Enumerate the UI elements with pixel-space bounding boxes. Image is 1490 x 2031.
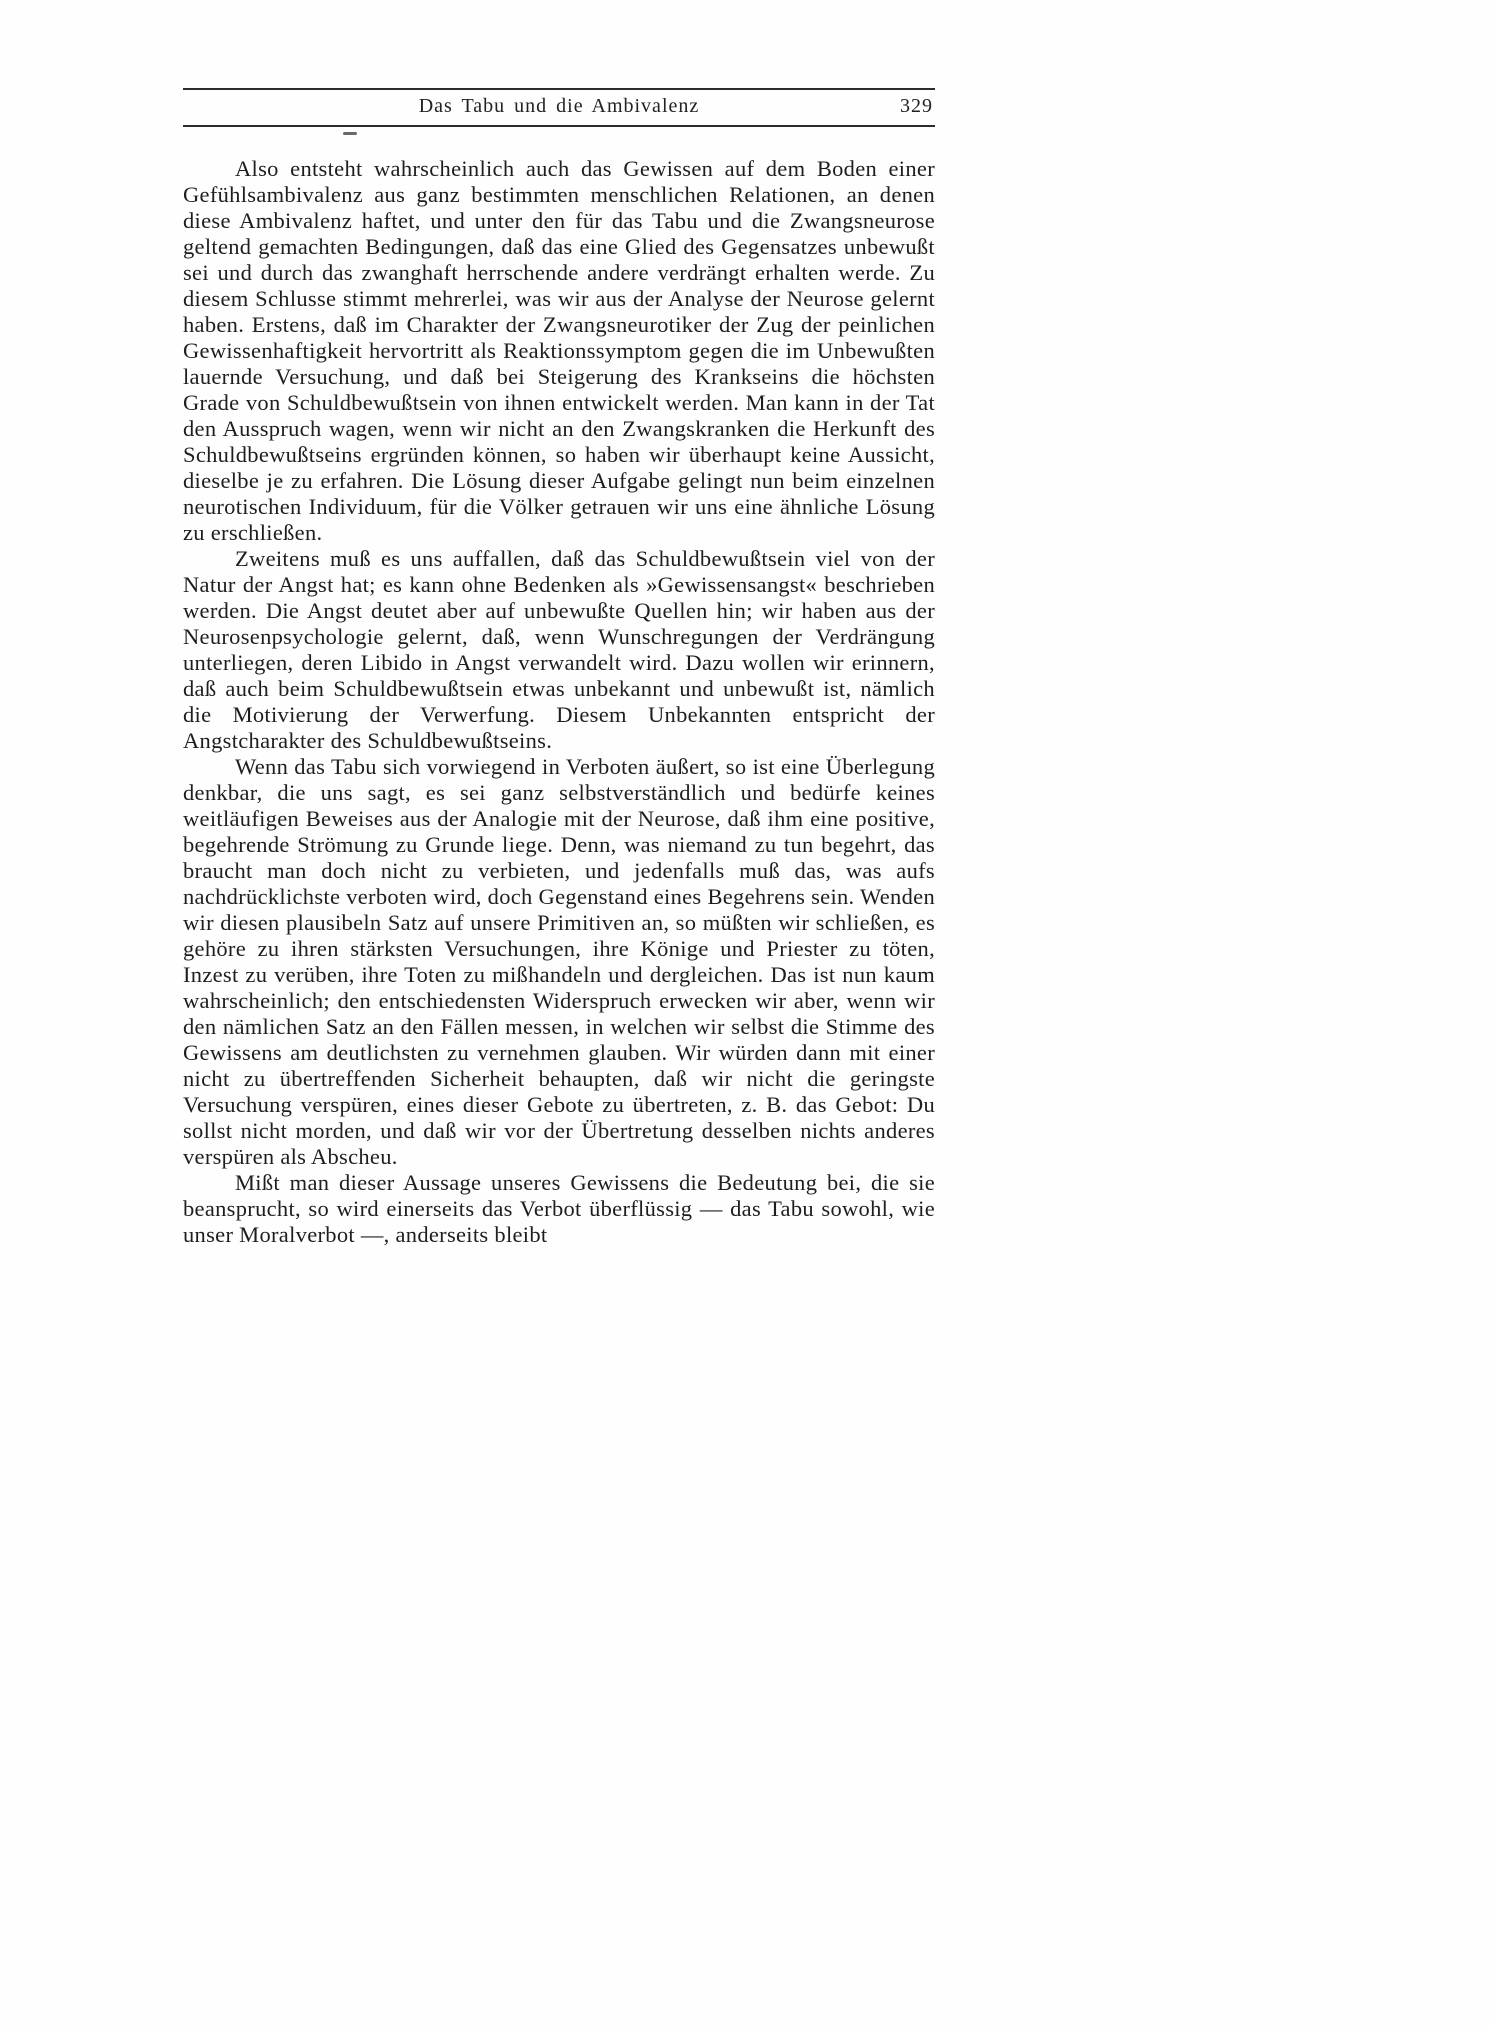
paragraph-4: Mißt man dieser Aussage unseres Gewissens die Bedeutung bei, die sie beansprucht, so wird einerseits das Verbot überflüssig — das Tabu sowohl, wie unser Moralverbot —, anderseits bleibt — [183, 1170, 935, 1247]
paragraph-3: Wenn das Tabu sich vorwiegend in Verboten äußert, so ist eine Überlegung denkbar, die uns sagt, es sei ganz selbstverständlich und bedürfe keines weitläufigen Beweises aus der Analogie mit der Neurose, daß ihm eine positive, begehrende Strömung zu Grunde liege. Denn, was niemand zu tun begehrt, das braucht man doch nicht zu verbieten, und jedenfalls muß das, was aufs nachdrücklichste verboten wird, doch Gegenstand eines Begehrens sein. Wenden wir diesen plausibeln Satz auf unsere Primitiven an, so müßten wir schließen, es gehöre zu ihren stärksten Versuchungen, ihre Könige und Priester zu töten, Inzest zu verüben, ihre Toten zu mißhandeln und dergleichen. Das ist nun kaum wahrscheinlich; den entschiedensten Widerspruch erwecken wir aber, wenn wir den nämlichen Satz an den Fällen messen, in welchen wir selbst die Stimme des Gewissens am deutlichsten zu vernehmen glauben. Wir würden dann mit einer nicht zu übertreffenden Sicherheit behaupten, daß wir nicht die geringste Versuchung verspüren, eines dieser Gebote zu übertreten, z. B. das Gebot: Du sollst nicht morden, und daß wir vor der Übertretung desselben nichts anderes verspüren als Abscheu. — [183, 754, 935, 1169]
page-body — [183, 156, 935, 1248]
running-head — [183, 88, 935, 127]
paragraph-2: Zweitens muß es uns auffallen, daß das Schuldbewußtsein viel von der Natur der Angst hat; es kann ohne Bedenken als »Gewissensangst« beschrieben werden. Die Angst deutet aber auf unbewußte Quellen hin; wir haben aus der Neurosenpsychologie gelernt, daß, wenn Wunschregungen der Verdrängung unterliegen, deren Libido in Angst verwandelt wird. Dazu wollen wir erinnern, daß auch beim Schuldbewußtsein etwas unbekannt und unbewußt ist, nämlich die Motivierung der Verwerfung. Diesem Unbekannten entspricht der Angstcharakter des Schuldbewußtseins. — [183, 546, 935, 753]
scan-artifact — [343, 132, 357, 135]
header-rule-bottom — [183, 125, 935, 127]
page-content — [183, 88, 935, 1248]
page-number: 329 — [900, 95, 933, 117]
page-header-title: Das Tabu und die Ambivalenz — [418, 95, 700, 117]
paragraph-1: Also entsteht wahrscheinlich auch das Gewissen auf dem Boden einer Gefühlsambivalenz aus ganz bestimmten menschlichen Relationen, an denen diese Ambivalenz haftet, und unter den für das Tabu und die Zwangsneurose geltend gemachten Bedingungen, daß das eine Glied des Gegensatzes unbewußt sei und durch das zwanghaft herrschende andere verdrängt erhalten werde. Zu diesem Schlusse stimmt mehrerlei, was wir aus der Analyse der Neurose gelernt haben. Erstens, daß im Charakter der Zwangsneurotiker der Zug der peinlichen Gewissenhaftigkeit hervortritt als Reaktionssymptom gegen die im Unbewußten lauernde Versuchung, und daß bei Steigerung des Krankseins die höchsten Grade von Schuldbewußtsein von ihnen entwickelt werden. Man kann in der Tat den Ausspruch wagen, wenn wir nicht an den Zwangskranken die Herkunft des Schuldbewußtseins ergründen können, so haben wir überhaupt keine Aussicht, dieselbe je zu erfahren. Die Lösung dieser Aufgabe gelingt nun beim einzelnen neurotischen Individuum, für die Völker getrauen wir uns eine ähnliche Lösung zu erschließen. — [183, 156, 935, 545]
header-row — [183, 90, 935, 125]
